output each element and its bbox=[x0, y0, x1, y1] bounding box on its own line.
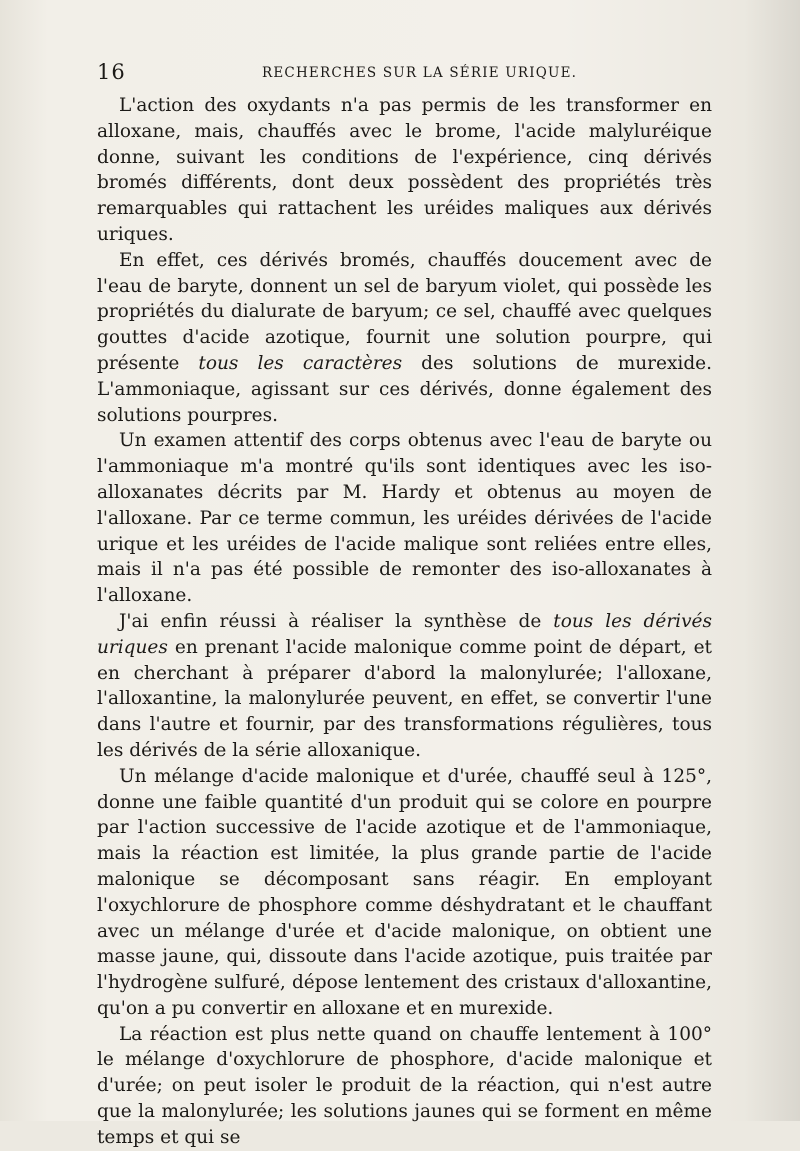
paragraph-6 bbox=[97, 1022, 712, 1151]
paragraph-4 bbox=[97, 609, 712, 764]
paragraph-text: La réaction est plus nette quand on chauffe lentement à 100° le mélange d'oxychlorure de phosphore, d'acide malonique et d'urée; on peut isoler le produit de la réaction, qui n'est autre que la malonylurée; les solutions jaunes qui se forment en même temps et qui se bbox=[97, 1023, 712, 1148]
italic-emphasis: tous les dérivés uriques bbox=[97, 610, 712, 658]
body-text bbox=[97, 93, 712, 1151]
paragraph-text: En effet, ces dérivés bromés, chauffés doucement avec de l'eau de baryte, donnent un sel de baryum violet, qui possède les propriétés du dialurate de baryum; ce sel, chauffé avec quelques gouttes d'acide azotique, fournit une solution pourpre, qui présente bbox=[97, 249, 712, 374]
paragraph-text: Un mélange d'acide malonique et d'urée, chauffé seul à 125°, donne une faible quantité d'un produit qui se colore en pourpre par l'action successive de l'acide azotique et de l'ammoniaque, mais la réaction est limitée, la plus grande partie de l'acide malonique se décomposant sans réagir. En employant l'oxychlorure de phosphore comme déshydratant et le chauffant avec un mélange d'urée et d'acide malonique, on obtient une masse jaune, qui, dissoute dans l'acide azotique, puis traitée par l'hydrogène sulfuré, dépose lentement des cristaux d'alloxantine, qu'on a pu convertir en alloxane et en murexide. bbox=[97, 765, 712, 1019]
page-header bbox=[97, 60, 712, 88]
paragraph-3 bbox=[97, 428, 712, 609]
paragraph-text: L'action des oxydants n'a pas permis de les transformer en alloxane, mais, chauffés avec le brome, l'acide malyluréique donne, suivant les conditions de l'expérience, cinq dérivés bromés différents, dont deux possèdent des propriétés très remarquables qui rattachent les uréides maliques aux dérivés uriques. bbox=[97, 95, 712, 245]
paragraph-5 bbox=[97, 764, 712, 1022]
paragraph-text: Un examen attentif des corps obtenus avec l'eau de baryte ou l'ammoniaque m'a montré qu'ils sont identiques avec les iso-alloxanates décrits par M. Hardy et obtenus au moyen de l'alloxane. Par ce terme commun, les uréides dérivées de l'acide urique et les uréides de l'acide malique sont reliées entre elles, mais il n'a pas été possible de remonter des iso-alloxanates à l'alloxane. bbox=[97, 430, 712, 607]
running-head: RECHERCHES SUR LA SÉRIE URIQUE. bbox=[262, 65, 578, 81]
paragraph-text: J'ai enfin réussi à réaliser la synthèse de bbox=[119, 610, 554, 632]
paragraph-text: des solutions de murexide. L'ammoniaque, agissant sur ces dérivés, donne également des solutions pourpres. bbox=[97, 352, 712, 426]
paragraph-2 bbox=[97, 248, 712, 429]
paragraph-1 bbox=[97, 93, 712, 248]
page-number: 16 bbox=[97, 60, 126, 84]
paragraph-text: en prenant l'acide malonique comme point de départ, et en cherchant à préparer d'abord la malonylurée; l'alloxane, l'alloxantine, la malonylurée peuvent, en effet, se convertir l'une dans l'autre et fournir, par des transformations régulières, tous les dérivés de la série alloxanique. bbox=[97, 636, 712, 761]
italic-emphasis: tous les caractères bbox=[198, 352, 403, 374]
